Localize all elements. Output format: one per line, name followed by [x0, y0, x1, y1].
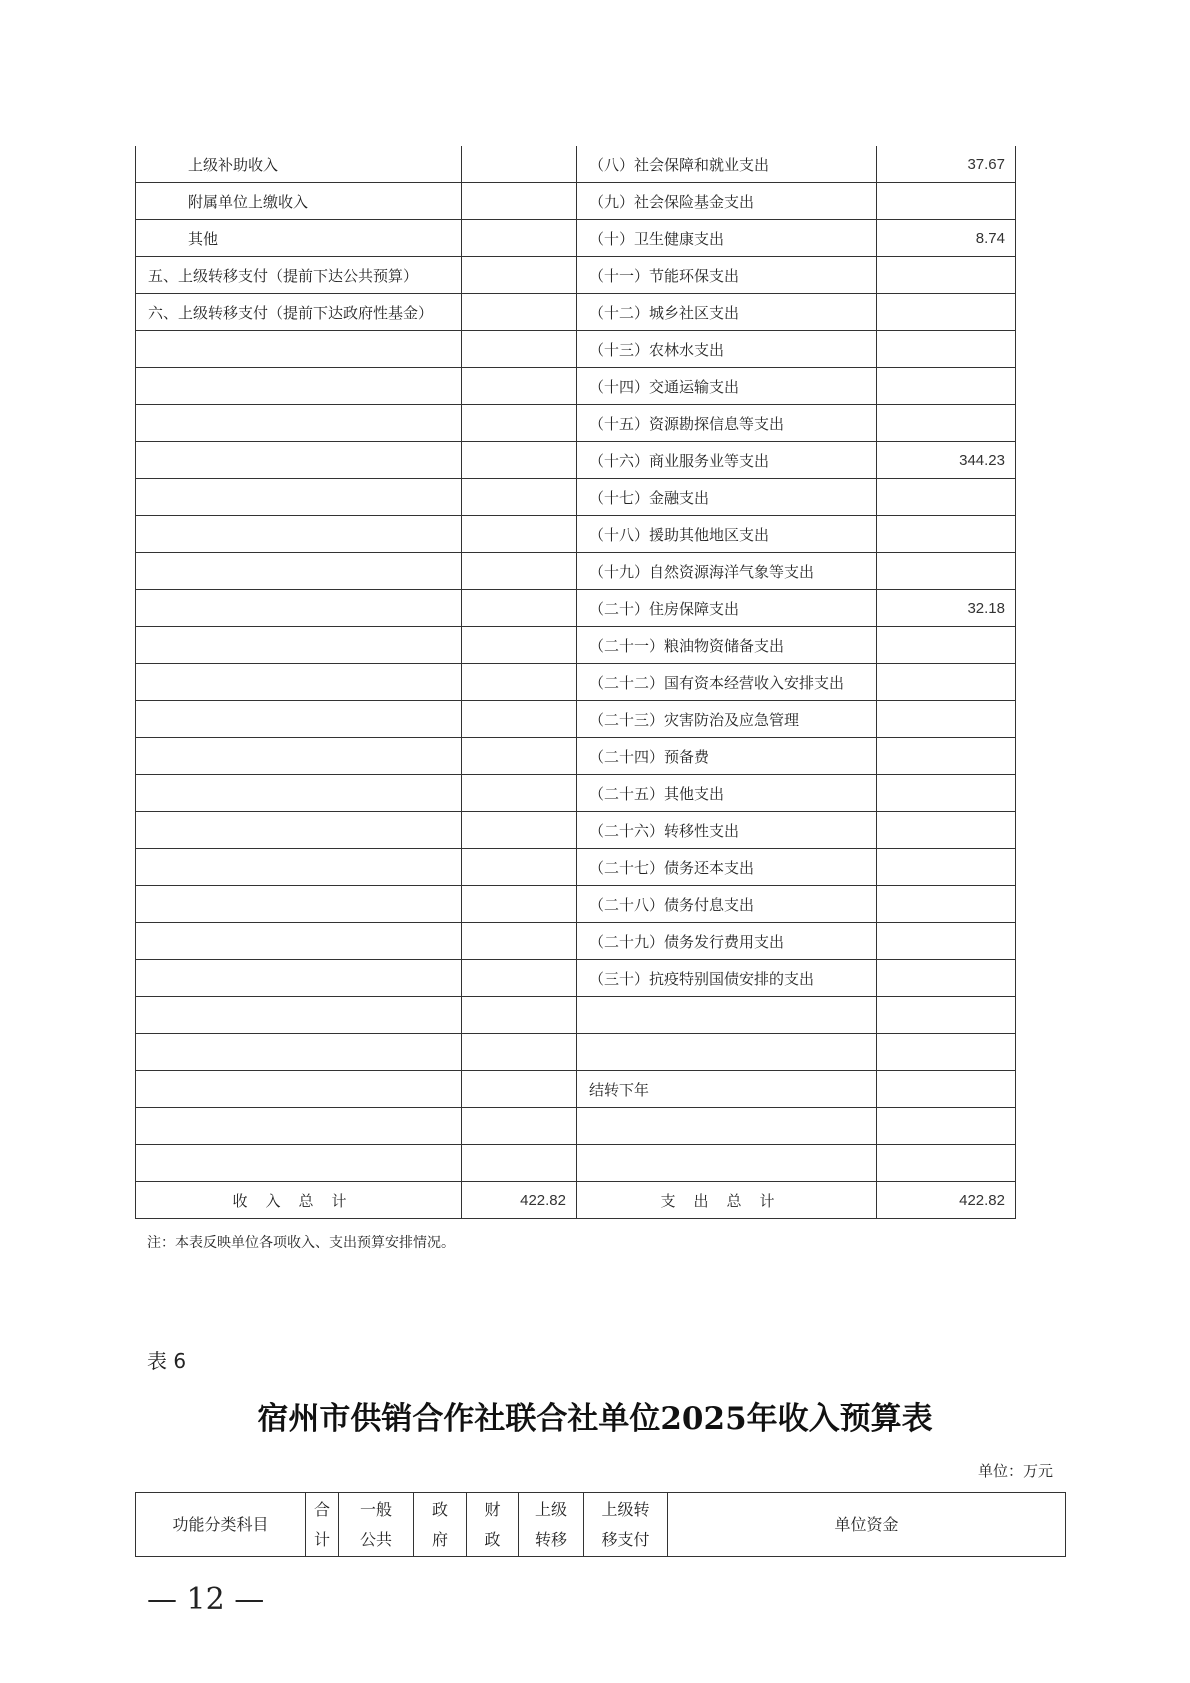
- header-line-2: 府: [431, 1529, 448, 1549]
- income-item: [136, 664, 462, 701]
- header-line-1: 财: [484, 1499, 501, 1519]
- expense-item: （二十八）债务付息支出: [577, 886, 877, 923]
- income-item: [136, 849, 462, 886]
- expense-item: （八）社会保障和就业支出: [577, 146, 877, 183]
- table-row: [136, 442, 1016, 479]
- expense-item: （十一）节能环保支出: [577, 257, 877, 294]
- expense-amount: [877, 294, 1016, 331]
- income-item: [136, 553, 462, 590]
- expense-amount: [877, 1108, 1016, 1145]
- income-amount: [462, 664, 577, 701]
- income-item: [136, 738, 462, 775]
- table-row: [136, 257, 1016, 294]
- header-cell: [136, 1493, 306, 1557]
- table-row: [136, 220, 1016, 257]
- income-item: [136, 1071, 462, 1108]
- income-item: [136, 775, 462, 812]
- expense-amount: 344.23: [877, 442, 1016, 479]
- expense-amount: [877, 368, 1016, 405]
- income-amount: [462, 923, 577, 960]
- unit-label: 单位：万元: [977, 1462, 1053, 1480]
- totals-row: [136, 1182, 1016, 1219]
- table-row: [136, 516, 1016, 553]
- expense-item: （二十三）灾害防治及应急管理: [577, 701, 877, 738]
- page-title: 宿州市供销合作社联合社单位2025年收入预算表: [257, 1401, 933, 1437]
- expense-item: [577, 997, 877, 1034]
- expense-item: （二十二）国有资本经营收入安排支出: [577, 664, 877, 701]
- expense-item: （十八）援助其他地区支出: [577, 516, 877, 553]
- expense-total-label: 支出总计: [577, 1182, 877, 1219]
- expense-item: （十六）商业服务业等支出: [577, 442, 877, 479]
- income-amount: [462, 331, 577, 368]
- income-item: [136, 590, 462, 627]
- header-cell: [467, 1493, 519, 1557]
- income-item: [136, 1034, 462, 1071]
- income-expense-budget-table: [135, 146, 1016, 1219]
- expense-amount: [877, 960, 1016, 997]
- header-line-2: 转移: [534, 1529, 567, 1549]
- income-item: [136, 479, 462, 516]
- expense-item: [577, 1145, 877, 1182]
- expense-amount: [877, 886, 1016, 923]
- expense-amount: [877, 738, 1016, 775]
- income-amount: [462, 294, 577, 331]
- income-item: [136, 405, 462, 442]
- income-amount: [462, 590, 577, 627]
- table-row: [136, 960, 1016, 997]
- income-amount: [462, 849, 577, 886]
- table-row: [136, 405, 1016, 442]
- table-row: [136, 701, 1016, 738]
- header-cell: [339, 1493, 414, 1557]
- expense-item: （十四）交通运输支出: [577, 368, 877, 405]
- header-cell: [519, 1493, 584, 1557]
- expense-item: （二十七）债务还本支出: [577, 849, 877, 886]
- income-item: [136, 442, 462, 479]
- table-row: [136, 886, 1016, 923]
- header-line-2: 政: [484, 1529, 501, 1549]
- income-item: [136, 701, 462, 738]
- income-total-label: 收入总计: [136, 1182, 462, 1219]
- expense-total-amount: 422.82: [877, 1182, 1016, 1219]
- expense-item: [577, 1108, 877, 1145]
- expense-amount: [877, 701, 1016, 738]
- income-item: [136, 997, 462, 1034]
- expense-item: （十二）城乡社区支出: [577, 294, 877, 331]
- expense-amount: 32.18: [877, 590, 1016, 627]
- header-line-1: 功能分类科目: [172, 1514, 269, 1534]
- expense-amount: [877, 627, 1016, 664]
- expense-amount: [877, 331, 1016, 368]
- header-line-1: 单位资金: [834, 1514, 899, 1534]
- header-line-2: 公共: [359, 1529, 392, 1549]
- table-row: [136, 1108, 1016, 1145]
- expense-amount: [877, 997, 1016, 1034]
- header-cell: [584, 1493, 668, 1557]
- income-amount: [462, 738, 577, 775]
- income-amount: [462, 479, 577, 516]
- header-line-2: 计: [313, 1529, 330, 1549]
- table-row: [136, 1071, 1016, 1108]
- expense-item: [577, 1034, 877, 1071]
- expense-item: （二十五）其他支出: [577, 775, 877, 812]
- income-amount: [462, 146, 577, 183]
- expense-amount: 8.74: [877, 220, 1016, 257]
- header-line-2: 移支付: [601, 1529, 650, 1549]
- table-row: [136, 553, 1016, 590]
- income-item: [136, 923, 462, 960]
- expense-amount: [877, 923, 1016, 960]
- income-item: [136, 627, 462, 664]
- header-line-1: 上级: [534, 1499, 567, 1519]
- expense-amount: [877, 664, 1016, 701]
- table-row: [136, 775, 1016, 812]
- income-amount: [462, 257, 577, 294]
- income-item: [136, 516, 462, 553]
- table-row: [136, 590, 1016, 627]
- income-amount: [462, 368, 577, 405]
- table-row: [136, 331, 1016, 368]
- expense-amount: [877, 1145, 1016, 1182]
- income-item: [136, 368, 462, 405]
- income-amount: [462, 183, 577, 220]
- income-item: 六、上级转移支付（提前下达政府性基金）: [136, 294, 462, 331]
- expense-amount: [877, 775, 1016, 812]
- header-line-1: 一般: [359, 1499, 392, 1519]
- income-item: [136, 812, 462, 849]
- expense-amount: [877, 257, 1016, 294]
- expense-amount: [877, 1034, 1016, 1071]
- header-cell: [668, 1493, 1066, 1557]
- table-row: [136, 664, 1016, 701]
- income-amount: [462, 960, 577, 997]
- table-number: 表 6: [147, 1349, 187, 1373]
- income-item: 其他: [136, 220, 462, 257]
- expense-amount: [877, 479, 1016, 516]
- header-line-1: 合: [313, 1499, 330, 1519]
- expense-item: （十五）资源勘探信息等支出: [577, 405, 877, 442]
- income-amount: [462, 442, 577, 479]
- expense-amount: [877, 516, 1016, 553]
- income-amount: [462, 1034, 577, 1071]
- table-note: 注：本表反映单位各项收入、支出预算安排情况。: [147, 1235, 455, 1251]
- income-item: 五、上级转移支付（提前下达公共预算）: [136, 257, 462, 294]
- income-amount: [462, 1071, 577, 1108]
- table-row: [136, 849, 1016, 886]
- header-cell: [414, 1493, 467, 1557]
- income-item: 附属单位上缴收入: [136, 183, 462, 220]
- expense-amount: 37.67: [877, 146, 1016, 183]
- header-cell: [306, 1493, 339, 1557]
- expense-amount: [877, 183, 1016, 220]
- income-item: [136, 1145, 462, 1182]
- table-row: [136, 368, 1016, 405]
- table-row: [136, 146, 1016, 183]
- income-total-amount: 422.82: [462, 1182, 577, 1219]
- expense-amount: [877, 553, 1016, 590]
- income-amount: [462, 1108, 577, 1145]
- expense-item: （二十九）债务发行费用支出: [577, 923, 877, 960]
- expense-item: （二十六）转移性支出: [577, 812, 877, 849]
- income-amount: [462, 812, 577, 849]
- expense-item: （二十一）粮油物资储备支出: [577, 627, 877, 664]
- expense-item: （三十）抗疫特别国债安排的支出: [577, 960, 877, 997]
- table-row: [136, 1145, 1016, 1182]
- expense-item: （十）卫生健康支出: [577, 220, 877, 257]
- expense-amount: [877, 849, 1016, 886]
- expense-amount: [877, 405, 1016, 442]
- expense-item: （十三）农林水支出: [577, 331, 877, 368]
- page-number: — 12 —: [147, 1582, 265, 1617]
- expense-item: （十九）自然资源海洋气象等支出: [577, 553, 877, 590]
- expense-item: （九）社会保险基金支出: [577, 183, 877, 220]
- income-amount: [462, 1145, 577, 1182]
- table-row: [136, 997, 1016, 1034]
- income-amount: [462, 701, 577, 738]
- income-item: [136, 960, 462, 997]
- income-item: [136, 886, 462, 923]
- table-row: [136, 812, 1016, 849]
- income-amount: [462, 220, 577, 257]
- income-item: 上级补助收入: [136, 146, 462, 183]
- table-row: [136, 1034, 1016, 1071]
- expense-item: 结转下年: [577, 1071, 877, 1108]
- expense-item: （十七）金融支出: [577, 479, 877, 516]
- expense-amount: [877, 1071, 1016, 1108]
- header-line-1: 上级转: [601, 1499, 650, 1519]
- income-amount: [462, 997, 577, 1034]
- income-item: [136, 1108, 462, 1145]
- income-amount: [462, 516, 577, 553]
- table-row: [136, 923, 1016, 960]
- header-line-1: 政: [431, 1499, 448, 1519]
- income-amount: [462, 627, 577, 664]
- table-row: [136, 294, 1016, 331]
- expense-amount: [877, 812, 1016, 849]
- table-row: [136, 627, 1016, 664]
- expense-item: （二十）住房保障支出: [577, 590, 877, 627]
- income-item: [136, 331, 462, 368]
- income-amount: [462, 775, 577, 812]
- table-row: [136, 183, 1016, 220]
- income-amount: [462, 405, 577, 442]
- income-amount: [462, 553, 577, 590]
- income-amount: [462, 886, 577, 923]
- table-row: [136, 738, 1016, 775]
- income-budget-table-header: [135, 1492, 1066, 1557]
- table-row: [136, 479, 1016, 516]
- expense-item: （二十四）预备费: [577, 738, 877, 775]
